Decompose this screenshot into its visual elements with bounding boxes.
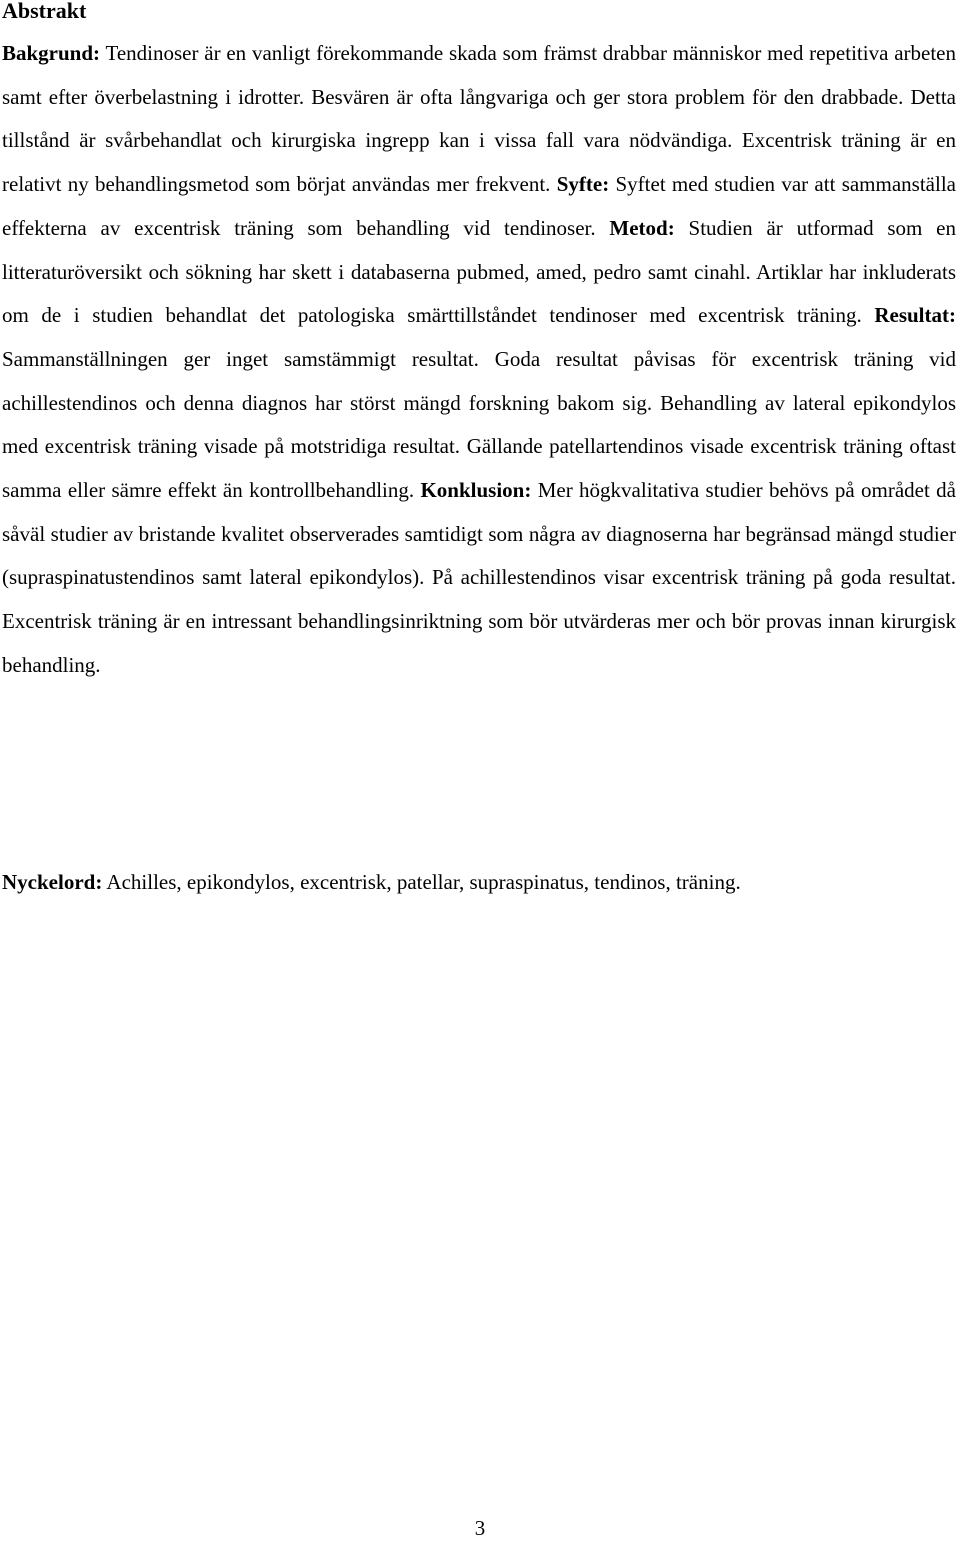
aim-label: Syfte: bbox=[556, 172, 610, 197]
background-label: Bakgrund: bbox=[2, 41, 101, 65]
section-heading: Abstrakt bbox=[2, 0, 87, 23]
aim-text: Syftet med studien var att sammanställa effekterna av excentrisk träning som behandling vid tendinoser. bbox=[2, 172, 956, 240]
method-text: Studien är utformad som en litteraturöversikt och sökning har skett i databaserna pubmed, amed, pedro samt cinahl. Artiklar har inkluderats om de i studien behandlat det patologiska smärttillståndet tendinoser med excentrisk träning. bbox=[2, 215, 956, 328]
conclusion-label: Konklusion: bbox=[420, 478, 532, 503]
keywords-label: Nyckelord: bbox=[2, 870, 103, 894]
keywords-line bbox=[2, 861, 956, 904]
page-number: 3 bbox=[474, 1516, 486, 1540]
keywords-text: Achilles, epikondylos, excentrisk, patellar, supraspinatus, tendinos, träning. bbox=[102, 870, 741, 894]
abstract-paragraph bbox=[2, 32, 956, 688]
results-label: Resultat: bbox=[874, 303, 956, 328]
background-text: Tendinoser är en vanligt förekommande skada som främst drabbar människor med repetitiva arbeten samt efter överbelastning i idrotter. Besvären är ofta långvariga och ger stora problem för den drabbade. Detta tillstånd är svårbehandlat och kirurgiska ingrepp kan i vissa fall vara nödvändiga. Excentrisk träning är en relativt ny behandlingsmetod som börjat användas mer frekvent. bbox=[2, 41, 956, 197]
method-label: Metod: bbox=[609, 215, 675, 240]
conclusion-text: Mer högkvalitativa studier behövs på området då såväl studier av bristande kvalitet observerades samtidigt som några av diagnoserna har begränsad mängd studier (supraspinatustendinos samt lateral epikondylos). På achillestendinos visar excentrisk träning på goda resultat. Excentrisk träning är en intressant behandlingsinriktning som bör utvärderas mer och bör provas innan kirurgisk behandling. bbox=[2, 478, 956, 677]
results-text: Sammanställningen ger inget samstämmigt resultat. Goda resultat påvisas för excentrisk träning vid achillestendinos och denna diagnos har störst mängd forskning bakom sig. Behandling av lateral epikondylos med excentrisk träning visade på motstridiga resultat. Gällande patellartendinos visade excentrisk träning oftast samma eller sämre effekt än kontrollbehandling. bbox=[2, 346, 956, 503]
